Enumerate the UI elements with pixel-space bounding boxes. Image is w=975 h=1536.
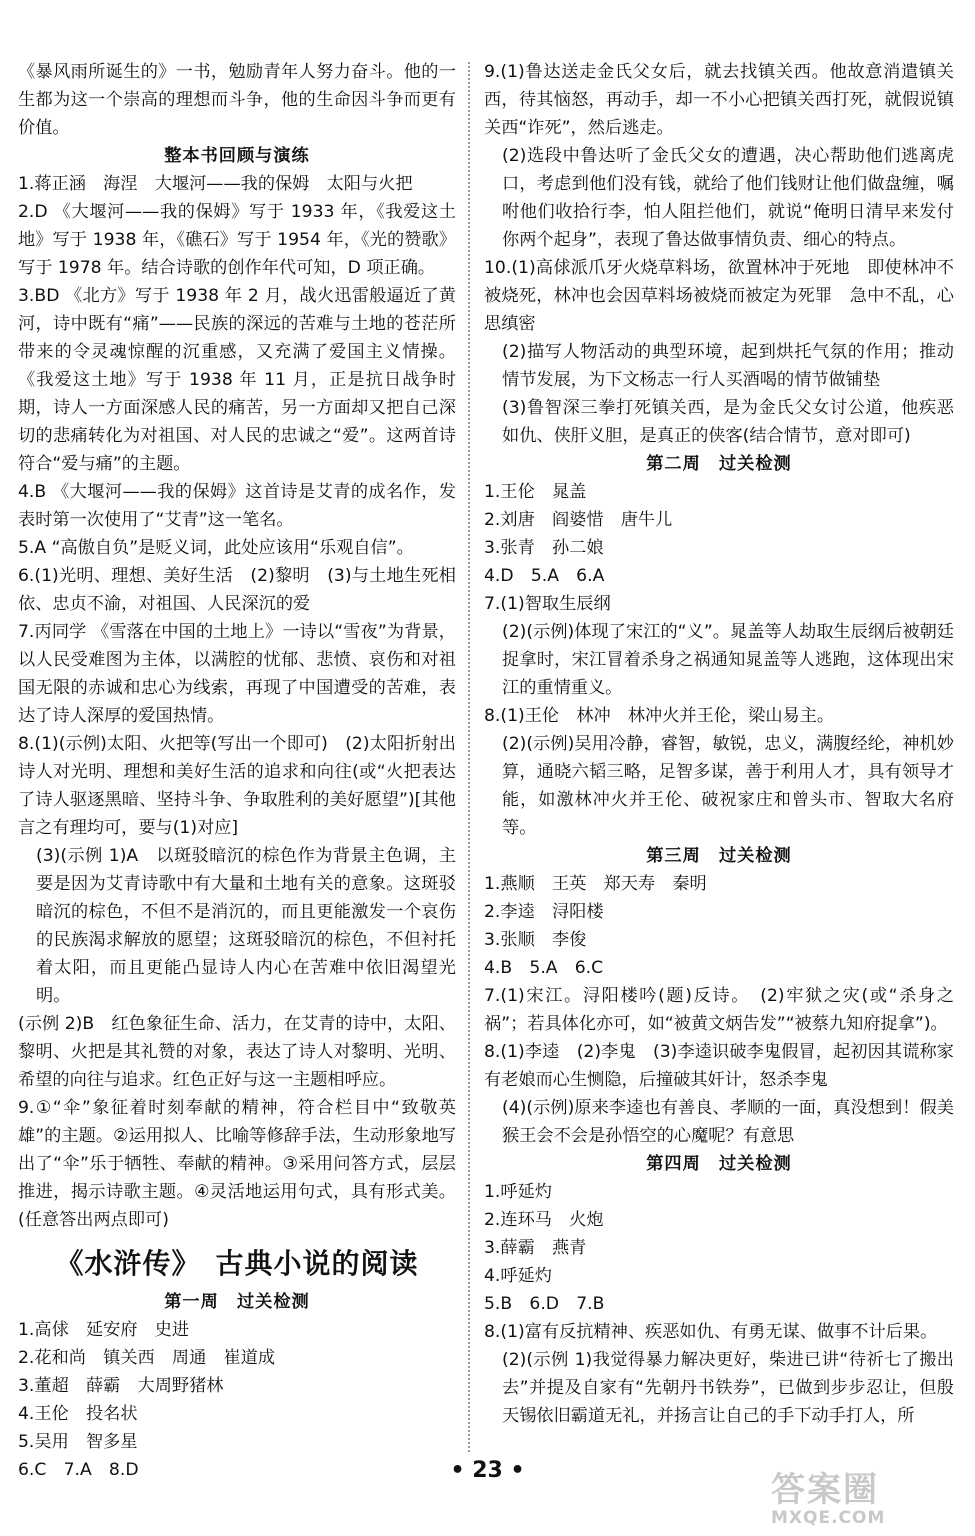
answer-paragraph: 3.BD 《北方》写于 1938 年 2 月，战火迅雷般逼近了黄河，诗中既有“痛”——民族的深远的苦难与土地的苍茫所带来的令灵魂惊醒的沉重感，又充满了爱国主义情操。《我爱这土地》写于 1938 年 11 月，正是抗日战争时期，诗人一方面深感人民的痛苦，另一方面却又把自己深切的悲痛转化为对祖国、对人民的忠诚之“爱”。这两首诗符合“爱与痛”的主题。 — [18, 286, 456, 474]
answer-paragraph: 5.B 6.D 7.B — [484, 1294, 605, 1314]
answer-subparagraph: (4)(示例)原来李逵也有善良、孝顺的一面，真没想到！假美猴王会不会是孙悟空的心魔呢？有意思 — [502, 1098, 954, 1146]
column-divider — [468, 62, 470, 1452]
answer-paragraph: 3.薛霸 燕青 — [484, 1238, 587, 1258]
watermark-url: MXQE.COM — [771, 1508, 886, 1528]
answer-subparagraph: (3)(示例 1)A 以斑驳暗沉的棕色作为背景主色调，主要是因为艾青诗歌中有大量和土地有关的意象。这斑驳暗沉的棕色，不但不是消沉的，而且更能激发一个哀伤的民族渴求解放的愿望；这斑驳暗沉的棕色，不但衬托着太阳，而且更能凸显诗人内心在苦难中依旧渴望光明。 — [36, 846, 456, 1006]
answer-paragraph: 8.(1)李逵 (2)李鬼 (3)李逵识破李鬼假冒，起初因其谎称家有老娘而心生恻隐，后撞破其奸计，怒杀李鬼 — [484, 1042, 954, 1090]
answer-paragraph: 4.B 5.A 6.C — [484, 958, 604, 978]
answer-paragraph: 5.A “高傲自负”是贬义词，此处应该用“乐观自信”。 — [18, 538, 414, 558]
answer-paragraph: 1.呼延灼 — [484, 1182, 552, 1202]
answer-subparagraph: (3)鲁智深三拳打死镇关西，是为金氏父女讨公道，他疾恶如仇、侠肝义胆，是真正的侠客(结合情节，意对即可) — [502, 398, 954, 446]
answer-paragraph: 7.丙同学 《雪落在中国的土地上》一诗以“雪夜”为背景，以人民受难图为主体，以满腔的忧郁、悲愤、哀伤和对祖国无限的赤诚和忠心为线索，再现了中国遭受的苦难，表达了诗人深厚的爱国热情。 — [18, 622, 456, 726]
answer-paragraph: 2.D 《大堰河——我的保姆》写于 1933 年，《我爱这土地》写于 1938 年，《礁石》写于 1954 年，《光的赞歌》写于 1978 年。结合诗歌的创作年代可知，D 项正确。 — [18, 202, 456, 278]
chapter-title: 《水浒传》 古典小说的阅读 — [55, 1247, 419, 1280]
answer-paragraph: 3.张青 孙二娘 — [484, 538, 604, 558]
answer-paragraph: 2.连环马 火炮 — [484, 1210, 604, 1230]
answer-paragraph: 6.C 7.A 8.D — [18, 1460, 139, 1480]
watermark-logo — [771, 1472, 961, 1530]
answer-paragraph: 1.高俅 延安府 史进 — [18, 1320, 190, 1340]
answer-subparagraph: (2)(示例)吴用冷静，睿智，敏锐，忠义，满腹经纶，神机妙算，通晓六韬三略，足智多谋，善于利用人才，具有领导才能，如激林冲火并王伦、破祝家庄和曾头市、智取大名府等。 — [502, 734, 954, 838]
page-number: • 23 • — [450, 1458, 525, 1483]
section-heading: 第一周 过关检测 — [164, 1292, 310, 1312]
answer-subparagraph: (2)选段中鲁达听了金氏父女的遭遇，决心帮助他们逃离虎口，考虑到他们没有钱，就给了他们钱财让他们做盘缠，嘱咐他们收拾行李，怕人阻拦他们，就说“俺明日清早来发付你两个起身”，表现了鲁达做事情负责、细心的特点。 — [502, 146, 954, 250]
answer-paragraph: 7.(1)智取生辰纲 — [484, 594, 611, 614]
answer-paragraph: 8.(1)(示例)太阳、火把等(写出一个即可) (2)太阳折射出诗人对光明、理想和美好生活的追求和向往(或“火把表达了诗人驱逐黑暗、坚持斗争、争取胜利的美好愿望”)[其他言之有理均可，要与(1)对应] — [18, 734, 456, 838]
answer-paragraph: 1.王伦 晁盖 — [484, 482, 587, 502]
answer-paragraph: 6.(1)光明、理想、美好生活 (2)黎明 (3)与土地生死相依、忠贞不渝，对祖国、人民深沉的爱 — [18, 566, 456, 614]
answer-paragraph: 1.燕顺 王英 郑天寿 秦明 — [484, 874, 707, 894]
answer-paragraph: 4.D 5.A 6.A — [484, 566, 605, 586]
answer-subparagraph: (2)(示例 1)我觉得暴力解决更好，柴进已讲“待祈七了搬出去”并提及自家有“先朝丹书铁券”，已做到步步忍让，但殷天锡依旧霸道无礼，并扬言让自己的手下动手打人，所 — [502, 1350, 954, 1426]
section-heading: 第四周 过关检测 — [646, 1154, 792, 1174]
answer-paragraph: 2.刘唐 阎婆惜 唐牛儿 — [484, 510, 673, 530]
answer-paragraph: 3.张顺 李俊 — [484, 930, 587, 950]
answer-paragraph: 8.(1)王伦 林冲 林冲火并王伦，梁山易主。 — [484, 706, 835, 726]
answer-paragraph: 2.李逵 浔阳楼 — [484, 902, 604, 922]
right-column — [484, 58, 954, 1430]
section-heading: 第三周 过关检测 — [646, 846, 792, 866]
answer-paragraph: (示例 2)B 红色象征生命、活力，在艾青的诗中，太阳、黎明、火把是其礼赞的对象，表达了诗人对黎明、光明、希望的向往与追求。红色正好与这一主题相呼应。 — [18, 1014, 456, 1090]
section-heading: 整本书回顾与演练 — [164, 146, 310, 166]
answer-paragraph: 5.吴用 智多星 — [18, 1432, 138, 1452]
answer-paragraph: 4.王伦 投名状 — [18, 1404, 138, 1424]
answer-paragraph: 3.董超 薛霸 大周野猪林 — [18, 1376, 224, 1396]
answer-subparagraph: (2)(示例)体现了宋江的“义”。晁盖等人劫取生辰纲后被朝廷捉拿时，宋江冒着杀身之祸通知晁盖等人逃跑，这体现出宋江的重情重义。 — [502, 622, 954, 698]
left-column — [18, 58, 456, 1484]
section-heading: 第二周 过关检测 — [646, 454, 792, 474]
answer-paragraph: 4.呼延灼 — [484, 1266, 552, 1286]
answer-paragraph: 4.B 《大堰河——我的保姆》这首诗是艾青的成名作，发表时第一次使用了“艾青”这一笔名。 — [18, 482, 456, 530]
answer-paragraph: 1.蒋正涵 海涅 大堰河——我的保姆 太阳与火把 — [18, 174, 413, 194]
answer-paragraph: 7.(1)宋江。浔阳楼吟(题)反诗。 (2)牢狱之灾(或“杀身之祸”；若具体化亦可，如“被黄文炳告发”“被蔡九知府捉拿”)。 — [484, 986, 954, 1034]
answer-paragraph: 9.①“伞”象征着时刻奉献的精神，符合栏目中“致敬英雄”的主题。②运用拟人、比喻等修辞手法，生动形象地写出了“伞”乐于牺牲、奉献的精神。③采用问答方式，层层推进，揭示诗歌主题。④灵活地运用句式，具有形式美。(任意答出两点即可) — [18, 1098, 456, 1230]
answer-subparagraph: (2)描写人物活动的典型环境，起到烘托气氛的作用；推动情节发展，为下文杨志一行人买酒喝的情节做铺垫 — [502, 342, 954, 390]
answer-paragraph: 9.(1)鲁达送走金氏父女后，就去找镇关西。他故意消遣镇关西，待其恼怒，再动手，却一不小心把镇关西打死，就假说镇关西“诈死”，然后逃走。 — [484, 62, 954, 138]
answer-paragraph: 10.(1)高俅派爪牙火烧草料场，欲置林冲于死地 即使林冲不被烧死，林冲也会因草料场被烧而被定为死罪 急中不乱，心思缜密 — [484, 258, 954, 334]
answer-paragraph: 《暴风雨所诞生的》一书，勉励青年人努力奋斗。他的一生都为这一个崇高的理想而斗争，他的生命因斗争而更有价值。 — [18, 62, 456, 138]
answer-paragraph: 2.花和尚 镇关西 周通 崔道成 — [18, 1348, 276, 1368]
watermark-title: 答案圈 — [771, 1470, 879, 1510]
answer-paragraph: 8.(1)富有反抗精神、疾恶如仇、有勇无谋、做事不计后果。 — [484, 1322, 938, 1342]
